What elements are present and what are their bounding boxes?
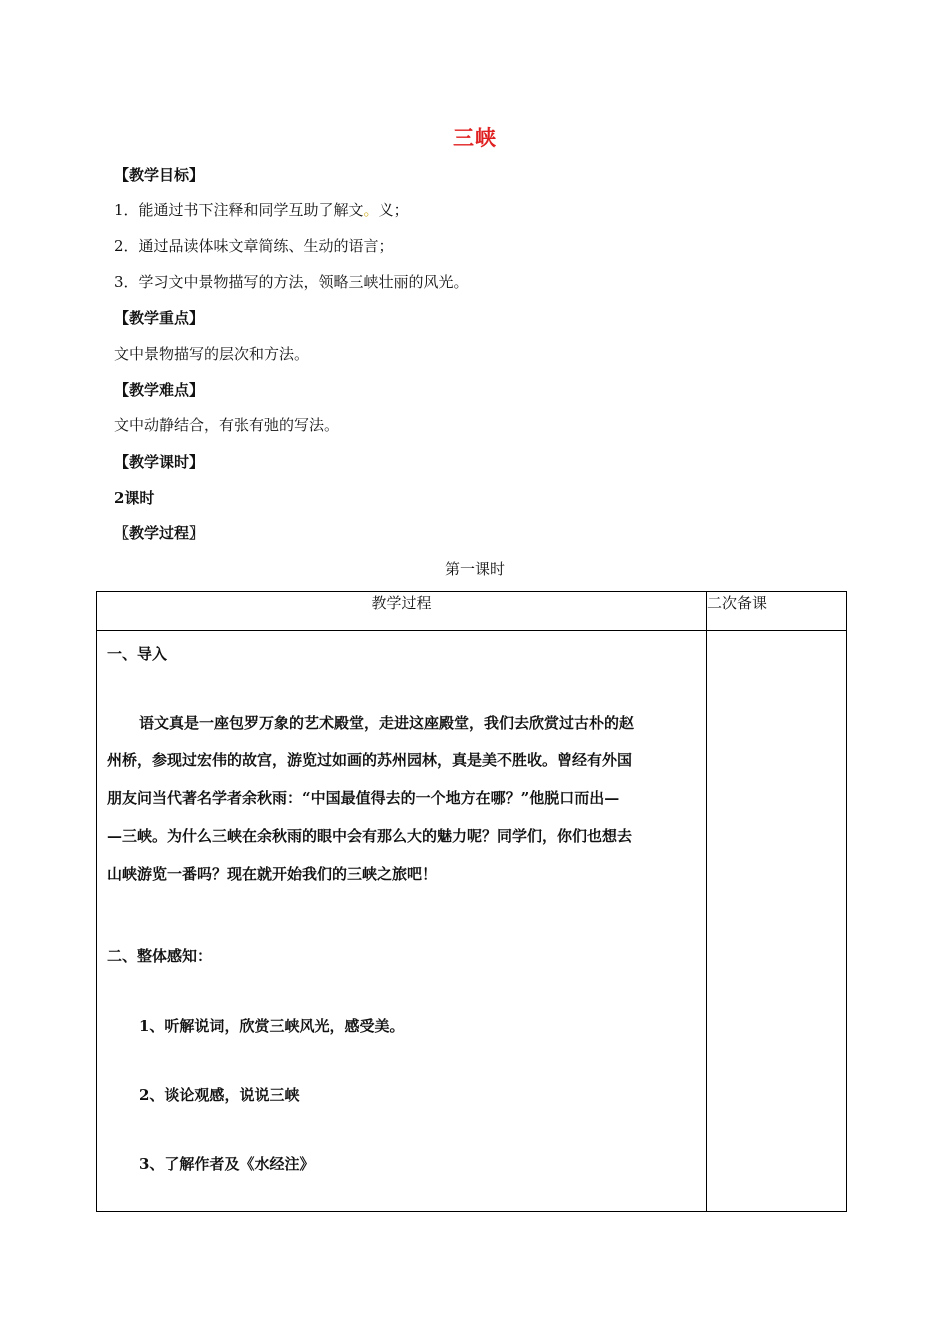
goal-item-3: 3．学习文中景物描写的方法，领略三峡壮丽的风光。	[114, 273, 469, 291]
goal-1-tail: 义；	[378, 201, 409, 219]
step-2: 2、谈论观感，说说三峡	[139, 1086, 300, 1104]
hours-heading: 【教学课时】	[114, 453, 205, 471]
intro-line-2: 州桥，参现过宏伟的故宫，游览过如画的苏州园林，真是美不胜收。曾经有外国	[107, 751, 633, 769]
second-prep-cell	[707, 631, 847, 1212]
step-3: 3、了解作者及《水经注》	[139, 1155, 315, 1173]
session-title: 第一课时	[444, 560, 505, 578]
difficulty-text: 文中动静结合，有张有弛的写法。	[114, 416, 340, 434]
teaching-process-cell	[97, 631, 707, 1212]
goals-heading: 【教学目标】	[114, 166, 205, 184]
table-header-row	[97, 592, 847, 631]
goal-item-1	[114, 199, 409, 220]
intro-line-5: 山峡游览一番吗？现在就开始我们的三峡之旅吧！	[107, 865, 438, 883]
edit-mark: 。	[363, 201, 379, 219]
intro-line-4: —三峡。为什么三峡在余秋雨的眼中会有那么大的魅力呢？同学们，你们也想去	[107, 827, 633, 845]
part2-heading: 二、整体感知：	[107, 947, 213, 965]
goal-item-2: 2．通过品读体味文章简练、生动的语言；	[114, 237, 394, 255]
table-content-row	[97, 631, 847, 1212]
focus-heading: 【教学重点】	[114, 309, 205, 327]
difficulty-heading: 【教学难点】	[114, 381, 205, 399]
part1-heading: 一、导入	[107, 645, 168, 663]
header-teaching-process: 教学过程	[97, 592, 707, 631]
intro-line-3: 朋友问当代著名学者余秋雨：“中国最值得去的一个地方在哪？”他脱口而出—	[107, 789, 620, 807]
focus-text: 文中景物描写的层次和方法。	[114, 345, 310, 363]
step-1: 1、听解说词，欣赏三峡风光，感受美。	[139, 1017, 405, 1035]
goal-1-text: 1．能通过书下注释和同学互助了解文	[114, 201, 364, 219]
header-second-prep: 二次备课	[707, 592, 847, 631]
intro-line-1: 语文真是一座包罗万象的艺术殿堂，走进这座殿堂，我们去欣赏过古朴的赵	[139, 714, 635, 732]
document-title: 三峡	[453, 125, 497, 150]
hours-text: 2课时	[114, 489, 155, 507]
process-heading: 〖教学过程〗	[114, 524, 205, 542]
lesson-plan-table	[96, 591, 847, 1212]
